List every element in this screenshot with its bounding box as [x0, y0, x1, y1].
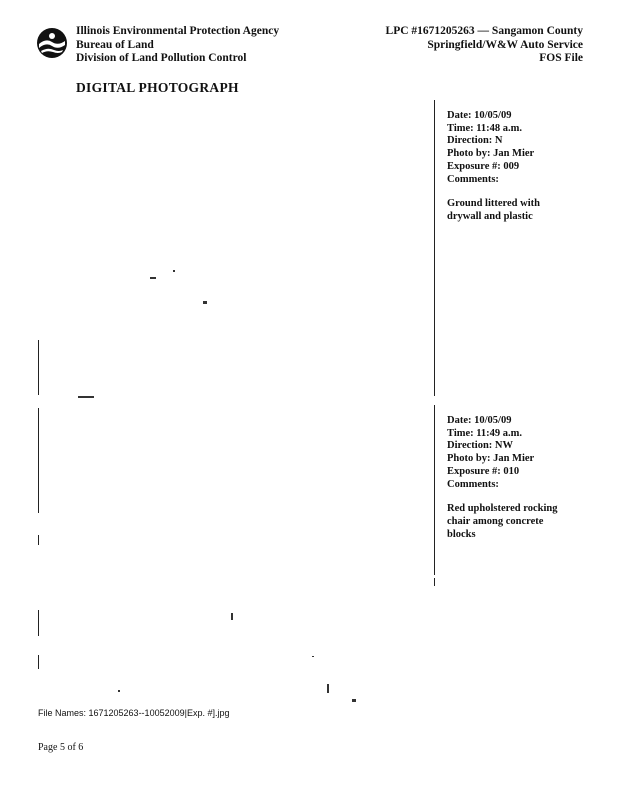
file-type: FOS File: [539, 52, 583, 64]
photo-1-time: Time: 11:48 a.m.: [447, 122, 523, 134]
photo-2-exposure: Exposure #: 010: [447, 465, 520, 477]
photo-2-comment: Red upholstered rocking chair among concrete blocks: [447, 503, 558, 540]
scan-speck: [352, 699, 356, 702]
photo-1-direction: Direction: N: [447, 135, 503, 147]
scan-speck: [312, 656, 314, 657]
site-block: [386, 25, 583, 66]
scan-speck: [78, 396, 94, 398]
photo-1-comment: Ground littered with drywall and plastic: [447, 198, 540, 222]
scan-speck: [231, 613, 233, 620]
photo-1-date: Date: 10/05/09: [447, 110, 512, 121]
file-names: File Names: 1671205263--10052009|Exp. #].jpg: [38, 708, 230, 718]
photo-1-exposure: Exposure #: 009: [447, 160, 520, 172]
photo-2-left-border-tail: [38, 655, 39, 669]
photo-2-right-border-tail: [434, 578, 435, 586]
scan-speck: [118, 690, 120, 692]
photo-1-comments-label: Comments:: [447, 173, 499, 185]
photo-2-left-border-bottom: [38, 610, 39, 636]
photo-1-right-border: [434, 100, 435, 396]
photo-2-left-border-lower: [38, 535, 39, 545]
photo-2-date: Date: 10/05/09: [447, 415, 512, 426]
scan-speck: [327, 684, 329, 693]
photo-2-right-border: [434, 405, 435, 575]
photo-1-left-border: [38, 340, 39, 395]
scan-speck: [173, 270, 175, 272]
scan-speck: [203, 301, 207, 304]
photo-2-time: Time: 11:49 a.m.: [447, 427, 523, 439]
photo-2-photographer: Photo by: Jan Mier: [447, 453, 535, 465]
bureau-name: Bureau of Land: [76, 38, 154, 51]
photo-2-comments-label: Comments:: [447, 478, 499, 490]
photo-2-left-border: [38, 408, 39, 513]
document-title: DIGITAL PHOTOGRAPH: [76, 80, 239, 95]
page-number: Page 5 of 6: [38, 742, 84, 753]
agency-block: [76, 25, 279, 66]
agency-name: Illinois Environmental Protection Agency: [76, 25, 280, 37]
lpc-number: LPC #1671205263 — Sangamon County: [385, 25, 583, 37]
photo-1-photographer: Photo by: Jan Mier: [447, 148, 535, 160]
site-name: Springfield/W&W Auto Service: [427, 38, 583, 51]
photo-2-metadata: [447, 415, 567, 541]
scan-speck: [150, 277, 156, 279]
photo-2-direction: Direction: NW: [447, 440, 513, 452]
illinois-epa-seal-icon: [36, 27, 68, 59]
division-name: Division of Land Pollution Control: [76, 52, 247, 64]
photo-1-metadata: [447, 110, 567, 224]
